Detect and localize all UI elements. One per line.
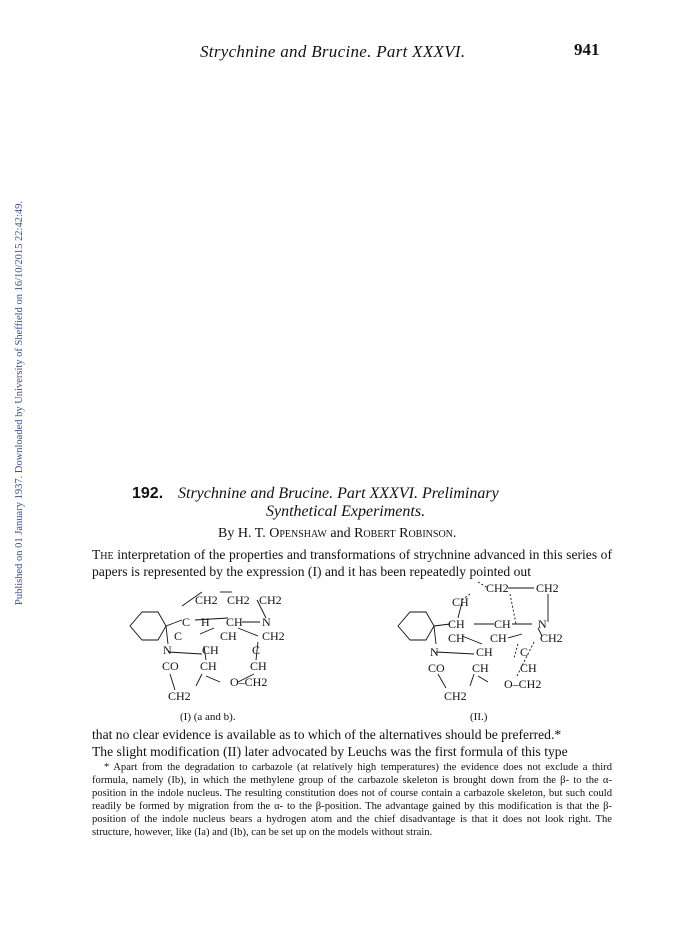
author1-initials: H. T. — [237, 526, 266, 541]
formula-i-ch-b: CH — [202, 643, 219, 657]
intro-paragraph — [92, 546, 612, 580]
formula-i-ch2-bottom: CH2 — [168, 689, 191, 703]
formula-ii-ch-left: CH — [448, 617, 465, 631]
author2-name: Robert Robinson. — [354, 526, 457, 541]
formula-ii-ch2-a: CH2 — [486, 581, 509, 595]
second-paragraph-line1: that no clear evidence is available as to which of the alternatives should be preferred.* — [92, 727, 562, 742]
author1-surname: Openshaw — [269, 526, 327, 541]
formula-i-h: H — [201, 615, 210, 629]
second-paragraph-line2: The slight modification (II) later advocated by Leuchs was the first formula of this type — [92, 744, 568, 759]
byline — [218, 526, 456, 542]
formula-i-c-lower: C — [174, 629, 183, 643]
formula-i-c-eq: C — [252, 643, 261, 657]
footnote: * Apart from the degradation to carbazole (at relatively high temperatures) the evidence does not exclude a third formula, namely (Ib), in which the methylene group of the carbazole skeleton is brought down from the β- to the α-position in the indole nucleus. The resulting constitution does not of course contain a carbazole skeleton, but such could readily be formed by migration from the α- to the β-position. The advantage gained by this modification is that the β-position of the indole nucleus bears a hydrogen atom and the chief disadvantage is that it does not look right. The structure, however, like (Ia) and (Ib), can be set up on the models without strain. — [92, 762, 612, 838]
formula-i-ch2-right: CH2 — [262, 629, 285, 643]
formula-ii-ch-b: CH — [476, 645, 493, 659]
formula-ii-n-left: N — [430, 645, 439, 659]
intro-lead-word: The — [92, 547, 114, 562]
formula-ii-ch-mid: CH — [494, 617, 511, 631]
formula-i — [120, 578, 320, 708]
formula-ii-ch2-bottom: CH2 — [444, 689, 467, 703]
formula-ii — [390, 578, 590, 708]
formula-ii-ch-c: CH — [472, 661, 489, 675]
formula-ii-c-eq: C — [520, 645, 529, 659]
formula-i-ch2-top2: CH2 — [227, 593, 250, 607]
article-title-line1: Strychnine and Brucine. Part XXXVI. Preliminary — [178, 485, 499, 502]
page-number: 941 — [574, 40, 600, 59]
formula-ii-caption: (II.) — [470, 711, 488, 723]
formula-i-ch-d: CH — [250, 659, 267, 673]
formula-i-co: CO — [162, 659, 179, 673]
formula-i-c-upper: C — [182, 615, 191, 629]
formula-i-ch-c: CH — [200, 659, 217, 673]
formula-ii-ch2-b: CH2 — [536, 581, 559, 595]
byline-and: and — [330, 526, 351, 541]
formula-ii-ch-low2: CH — [490, 631, 507, 645]
formula-ii-ch-d: CH — [520, 661, 537, 675]
formula-i-ch2-top1: CH2 — [195, 593, 218, 607]
formula-i-n-right: N — [262, 615, 271, 629]
intro-text: interpretation of the properties and transformations of strychnine advanced in this series of papers is represented by the expression (I) and it has been repeatedly pointed out — [92, 547, 612, 579]
formula-ii-benzene-ring — [398, 612, 434, 640]
byline-by: By — [218, 526, 235, 541]
running-title: Strychnine and Brucine. Part XXXVI. — [200, 42, 466, 61]
formula-i-caption: (I) (a and b). — [180, 711, 236, 723]
formula-ii-co: CO — [428, 661, 445, 675]
formula-i-o-ch2: O–CH2 — [230, 675, 268, 689]
second-paragraph — [92, 726, 612, 760]
formula-i-n-left: N — [163, 643, 172, 657]
download-watermark — [2, 135, 25, 605]
article-title-line2: Synthetical Experiments. — [266, 503, 426, 520]
formula-i-ch-mid: CH — [226, 615, 243, 629]
formula-ii-ch2-right: CH2 — [540, 631, 563, 645]
formula-i-ch2-top3: CH2 — [259, 593, 282, 607]
formula-ii-ch-low: CH — [448, 631, 465, 645]
formula-ii-ch-top: CH — [452, 595, 469, 609]
formula-i-ch-a: CH — [220, 629, 237, 643]
formula-ii-n-right: N — [538, 617, 547, 631]
watermark-text: Published on 01 January 1937. Downloaded by University of Sheffield on 16/10/2015 22:42:49. — [14, 200, 25, 605]
formula-i-benzene-ring — [130, 612, 166, 640]
formula-ii-o-ch2: O–CH2 — [504, 677, 542, 691]
article-number: 192. — [132, 485, 164, 502]
